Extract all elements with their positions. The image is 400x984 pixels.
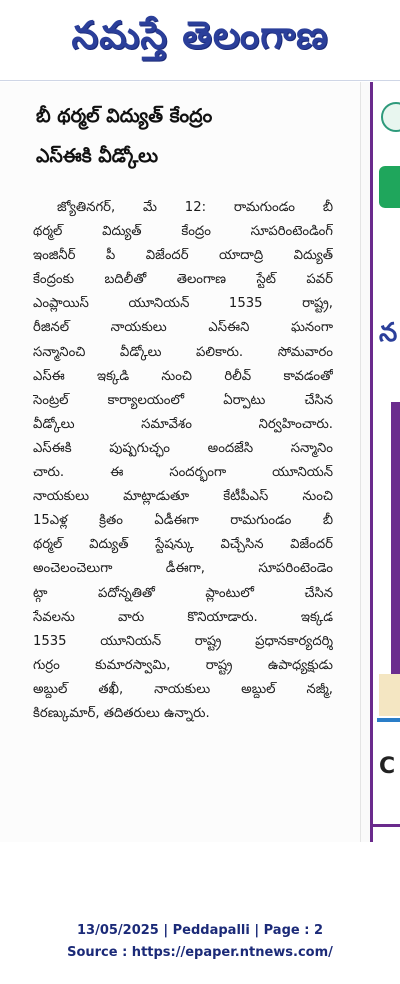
body-line: కిరణ్కుమార్, తదితరులు ఉన్నారు.: [33, 705, 210, 721]
footer-source-link[interactable]: Source : https://epaper.ntnews.com/: [67, 945, 333, 960]
ad-green-block: [379, 166, 400, 208]
body-line: సన్మానించి వీడ్కోలు పలికారు. సోమవారం: [33, 344, 333, 360]
body-line: వీడ్కోలు సమావేశం నిర్వహించారు.: [33, 416, 333, 432]
body-line: 1535 యూనియన్ రాష్ట్ర ప్రధానకార్యదర్శి: [33, 633, 333, 649]
body-line: రీజినల్ నాయకులు ఎస్ఈని ఘనంగా: [33, 320, 333, 336]
adjacent-ad-strip: [370, 82, 400, 842]
headline: [36, 96, 336, 176]
article: [0, 82, 361, 842]
news-clipping: [0, 82, 400, 842]
ad-logo-circle: [381, 102, 400, 132]
body-line: చారు. ఈ సందర్భంగా యూనియన్: [33, 465, 333, 481]
body-line: ట్గా పదోన్నతితో ప్లాంటులో చేసిన: [33, 585, 333, 601]
headline-line-2: ఎస్ఈకి వీడ్కోలు: [36, 145, 159, 167]
body-line: ఇంజినీర్ పీ విజేందర్ యాదాద్రి విద్యుత్: [33, 248, 333, 264]
ad-letter-bottom: C: [379, 754, 396, 779]
body-line: 15ఎళ్ల క్రితం ఏడీఈగా రామగుండం బీ: [33, 513, 333, 529]
body-line: గుర్రం కుమారస్వామి, రాష్ట్ర ఉపాధ్యక్షుడు: [33, 657, 333, 673]
body-line: ఎంప్లాయిస్ యూనియన్ 1535 రాష్ట్ర,: [33, 296, 333, 312]
ad-purple-bar: [391, 402, 400, 692]
body-line: కేంద్రంకు బదిలీతో తెలంగాణ స్టేట్ పవర్: [33, 272, 333, 288]
ad-letter-top: న: [379, 318, 398, 348]
body-line: నాయకులు మాట్లాడుతూ కేటీపీఎస్ నుంచి: [33, 489, 333, 505]
body-line: థర్మల్ విద్యుత్ కేంద్రం సూపరింటెండింగ్: [33, 224, 333, 240]
footer: [0, 920, 400, 964]
ad-blue-line: [377, 718, 400, 722]
masthead-title: నమస్తే తెలంగాణ: [71, 13, 329, 57]
body-line: ఎస్ఈకి పుష్పగుచ్ఛం అందజేసి సన్మానిం: [33, 440, 333, 456]
body-line: అంచెలంచెలుగా డీఈగా, సూపరింటెండెం: [33, 561, 333, 577]
masthead: [0, 0, 400, 81]
body-line: సెంట్రల్ కార్యాలయంలో ఏర్పాటు చేసిన: [33, 392, 333, 408]
body-line: సేవలను వారు కొనియాడారు. ఇక్కడ: [33, 609, 333, 625]
body-line: థర్మల్ విద్యుత్ స్టేషన్కు విచ్చేసిన విజేందర్: [33, 537, 333, 553]
ad-cream-block: [379, 674, 400, 716]
ad-bottom-border: [373, 824, 400, 827]
footer-date-edition-page: 13/05/2025 | Peddapalli | Page : 2: [76, 923, 323, 938]
body-line: అబ్దుల్ తఖీ, నాయకులు అబ్దుల్ నజ్మీ,: [33, 681, 333, 697]
body-line: జ్యోతినగర్, మే 12: రామగుండం బీ: [57, 200, 333, 215]
body-line: ఎస్ఈ ఇక్కడి నుంచి రిలీవ్ కావడంతో: [33, 368, 333, 384]
article-body: [33, 196, 333, 726]
headline-line-1: బీ థర్మల్ విద్యుత్ కేంద్రం: [36, 105, 213, 127]
